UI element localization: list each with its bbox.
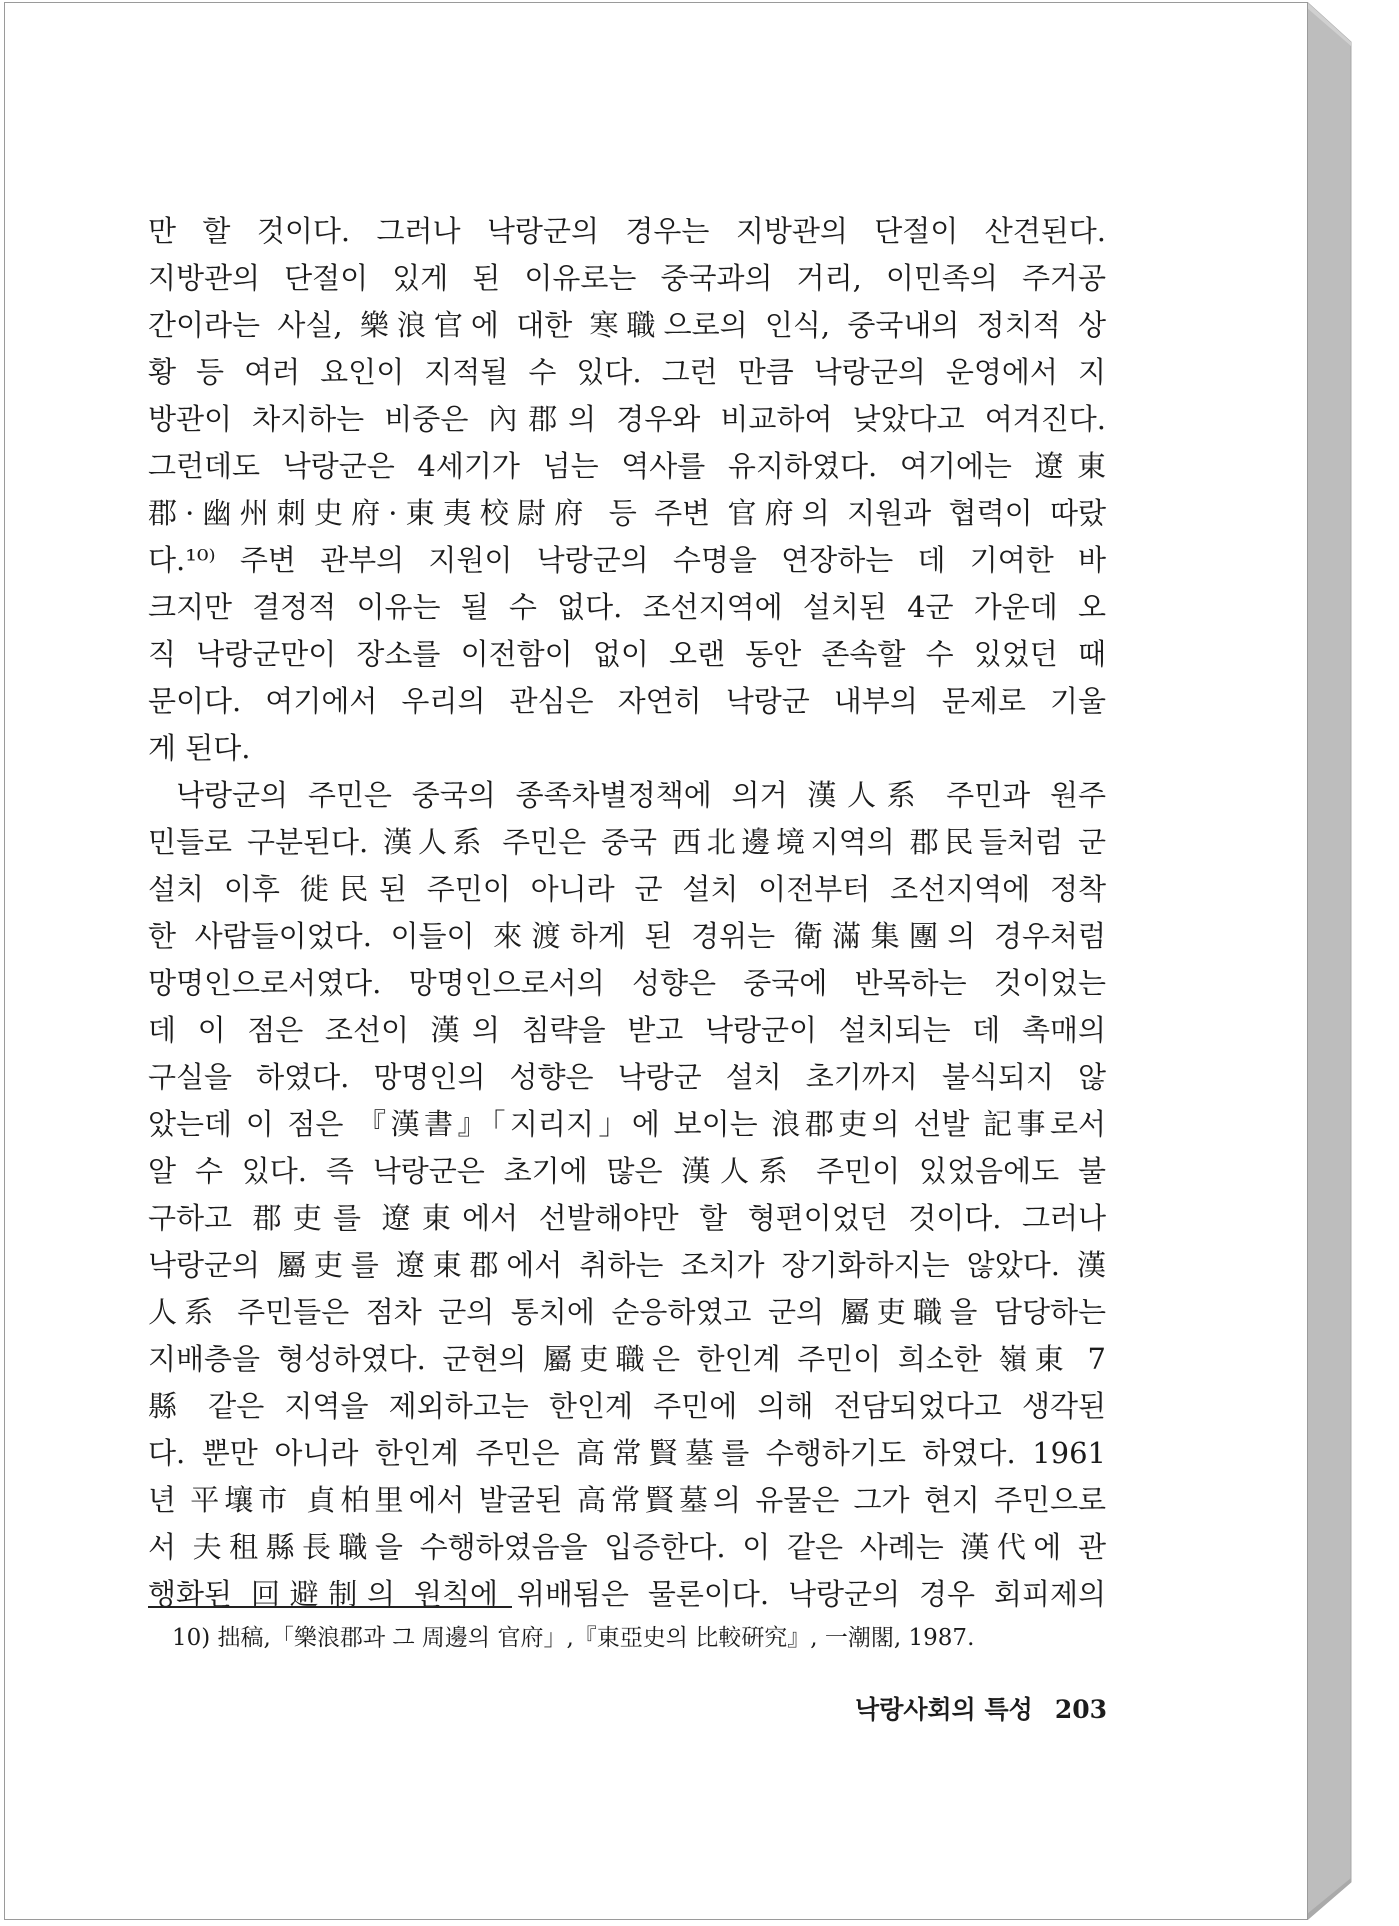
text-line: 人系 주민들은 점차 군의 통치에 순응하였고 군의 屬吏職을 담당하는 — [148, 1295, 1106, 1329]
text-line: 구실을 하였다. 망명인의 성향은 낙랑군 설치 초기까지 불식되지 않 — [148, 1060, 1106, 1094]
text-line: 크지만 결정적 이유는 될 수 없다. 조선지역에 설치된 4군 가운데 오 — [148, 590, 1106, 624]
running-footer — [855, 1690, 1107, 1730]
text-line: 방관이 차지하는 비중은 內郡의 경우와 비교하여 낮았다고 여겨진다. — [148, 402, 1106, 436]
text-line: 았는데 이 점은 『漢書』「지리지」에 보이는 浪郡吏의 선발 記事로서 — [148, 1107, 1106, 1141]
text-line: 민들로 구분된다. 漢人系 주민은 중국 西北邊境지역의 郡民들처럼 군 — [148, 825, 1106, 859]
text-line: 행화된 回避制의 원칙에 위배됨은 물론이다. 낙랑군의 경우 회피제의 — [148, 1577, 1106, 1611]
text-line: 구하고 郡吏를 遼東에서 선발해야만 할 형편이었던 것이다. 그러나 — [148, 1201, 1106, 1235]
text-line: 그런데도 낙랑군은 4세기가 넘는 역사를 유지하였다. 여기에는 遼東 — [148, 449, 1106, 483]
text-line: 지배층을 형성하였다. 군현의 屬吏職은 한인계 주민이 희소한 嶺東 7 — [148, 1342, 1106, 1376]
paragraph-start-line: 낙랑군의 주민은 중국의 종족차별정책에 의거 漢人系 주민과 원주 — [176, 778, 1106, 812]
text-line: 郡·幽州刺史府·東夷校尉府 등 주변 官府의 지원과 협력이 따랐 — [148, 496, 1106, 530]
footnote: 10) 拙稿,「樂浪郡과 그 周邊의 官府」,『東亞史의 比較硏究』, 一潮閣, 1987. — [172, 1625, 975, 1651]
page-number: 203 — [1054, 1695, 1107, 1724]
body-text — [148, 208, 1106, 1618]
text-line: 만 할 것이다. 그러나 낙랑군의 경우는 지방관의 단절이 산견된다. — [148, 214, 1106, 248]
text-line: 지방관의 단절이 있게 된 이유로는 중국과의 거리, 이민족의 주거공 — [148, 261, 1106, 295]
text-line: 설치 이후 徙民된 주민이 아니라 군 설치 이전부터 조선지역에 정착 — [148, 872, 1106, 906]
text-line: 다.¹⁰⁾ 주변 관부의 지원이 낙랑군의 수명을 연장하는 데 기여한 바 — [148, 543, 1106, 577]
footnote-divider — [148, 1606, 512, 1608]
text-line: 게 된다. — [148, 731, 251, 765]
page-edge-stack — [1307, 2, 1355, 1920]
text-line: 직 낙랑군만이 장소를 이전함이 없이 오랜 동안 존속할 수 있었던 때 — [148, 637, 1106, 671]
text-line: 다. 뿐만 아니라 한인계 주민은 高常賢墓를 수행하기도 하였다. 1961 — [148, 1436, 1106, 1470]
text-line: 서 夫租縣長職을 수행하였음을 입증한다. 이 같은 사례는 漢代에 관 — [148, 1530, 1106, 1564]
text-line: 알 수 있다. 즉 낙랑군은 초기에 많은 漢人系 주민이 있었음에도 불 — [148, 1154, 1106, 1188]
text-line: 문이다. 여기에서 우리의 관심은 자연히 낙랑군 내부의 문제로 기울 — [148, 684, 1106, 718]
running-footer-title: 낙랑사회의 특성 — [855, 1695, 1033, 1724]
text-line: 황 등 여러 요인이 지적될 수 있다. 그런 만큼 낙랑군의 운영에서 지 — [148, 355, 1106, 389]
text-line: 간이라는 사실, 樂浪官에 대한 寒職으로의 인식, 중국내의 정치적 상 — [148, 308, 1106, 342]
text-line: 망명인으로서였다. 망명인으로서의 성향은 중국에 반목하는 것이었는 — [148, 966, 1106, 1000]
text-line: 데 이 점은 조선이 漢의 침략을 받고 낙랑군이 설치되는 데 촉매의 — [148, 1013, 1106, 1047]
text-line: 한 사람들이었다. 이들이 來渡하게 된 경위는 衛滿集團의 경우처럼 — [148, 919, 1106, 953]
text-line: 낙랑군의 屬吏를 遼東郡에서 취하는 조치가 장기화하지는 않았다. 漢 — [148, 1248, 1106, 1282]
text-line: 縣 같은 지역을 제외하고는 한인계 주민에 의해 전담되었다고 생각된 — [148, 1389, 1106, 1423]
text-line: 년 平壤市 貞柏里에서 발굴된 高常賢墓의 유물은 그가 현지 주민으로 — [148, 1483, 1106, 1517]
